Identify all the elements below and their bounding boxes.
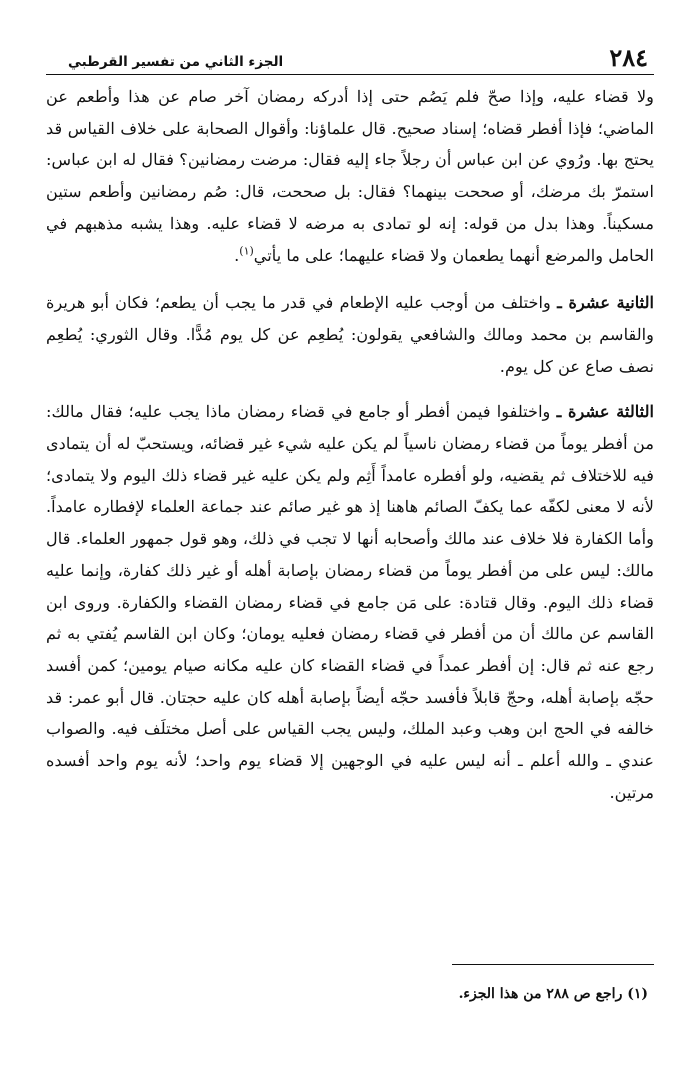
paragraph-text: واختلفوا فيمن أفطر أو جامع في قضاء رمضان ماذا يجب عليه؛ فقال مالك: من أفطر يوماً من قضاء رمضان ناسياً لم يكن عليه شيء غير قضائه، ويستحبّ له أن يتمادى فيه للاختلاف ثم يقضيه، ولو أفطره عامداً أَثِم ولم يكن عليه غير قضاء ذلك اليوم ولا يتمادى؛ لأنه لا معنى لكفّه عما يكفّ الصائم هاهنا إذ هو غير صائم عند جماعة العلماء لإفطاره عامداً. وأما الكفارة فلا خلاف عند مالك وأصحابه أنها لا تجب في ذلك، وهو قول جمهور العلماء. قال مالك: ليس على من أفطر يوماً من قضاء رمضان بإصابة أهله أو غير ذلك كفارة، وإنما عليه قضاء ذلك اليوم. وقال قتادة: على مَن جامع في قضاء رمضان القضاء والكفارة. وروى ابن القاسم عن مالك أن من أفطر في قضاء رمضان فعليه يومان؛ وكان ابن القاسم يُفتي به ثم رجع عنه ثم قال: إن أفطر عمداً في قضاء القضاء كان عليه مكانه صيام يومين؛ كمن أفسد حجّه بإصابة أهله، وحجّ قابلاً فأفسد حجّه أيضاً بإصابة أهله كان عليه حجتان. قال أبو عمر: قد خالفه في الحج ابن وهب وعبد الملك، وليس يجب القياس على أصل مختلَف فيه. والصواب عندي ـ والله أعلم ـ أنه ليس عليه في الوجهين إلا قضاء يوم واحد؛ لأنه يوم واحد أفسده مرتين.: [46, 402, 654, 802]
paragraph-text: واختلف من أوجب عليه الإطعام في قدر ما يجب أن يطعم؛ فكان أبو هريرة والقاسم بن محمد ومالك والشافعي يقولون: يُطعِم عن كل يوم مُدًّا. وقال الثوري: يُطعِم نصف صاع عن كل يوم.: [46, 293, 654, 376]
body-text: [46, 81, 654, 808]
running-header: [46, 34, 654, 75]
footnote-divider: [452, 964, 654, 965]
paragraph-issue-twelve: [46, 287, 654, 382]
book-title: الجزء الثاني من تفسير القرطبي: [68, 54, 284, 70]
section-lead: الثالثة عشرة ـ: [556, 402, 654, 422]
paragraph-text: ولا قضاء عليه، وإذا صحّ فلم يَصُم حتى إذا أدركه رمضان آخر صام عن هذا وأطعم عن الماضي؛ فإذا أفطر قضاه؛ إسناد صحيح. قال علماؤنا: وأقوال الصحابة على خلاف القياس قد يحتج بها. ورُوي عن ابن عباس أن رجلاً جاء إليه فقال: مرضت رمضانين؟ فقال له ابن عباس: استمرّ بك مرضك، أو صححت بينهما؟ فقال: بل صححت، قال: صُم رمضانين وأطعم ستين مسكيناً. وهذا بدل من قوله: إنه لو تمادى به مرضه لا قضاء عليه. وهذا يشبه مذهبهم في الحامل والمرضع أنهما يطعمان ولا قضاء عليهما؛ على ما يأتي: [46, 87, 654, 265]
sentence-period: .: [234, 245, 240, 265]
paragraph-continuation: [46, 81, 654, 271]
footnote-text: (١) راجع ص ٢٨٨ من هذا الجزء.: [458, 986, 648, 1002]
section-lead: الثانية عشرة ـ: [557, 293, 654, 313]
footnote-reference: (١): [239, 244, 254, 258]
paragraph-issue-thirteen: [46, 396, 654, 808]
book-page: [46, 34, 654, 1064]
page-number: ٢٨٤: [609, 43, 648, 72]
